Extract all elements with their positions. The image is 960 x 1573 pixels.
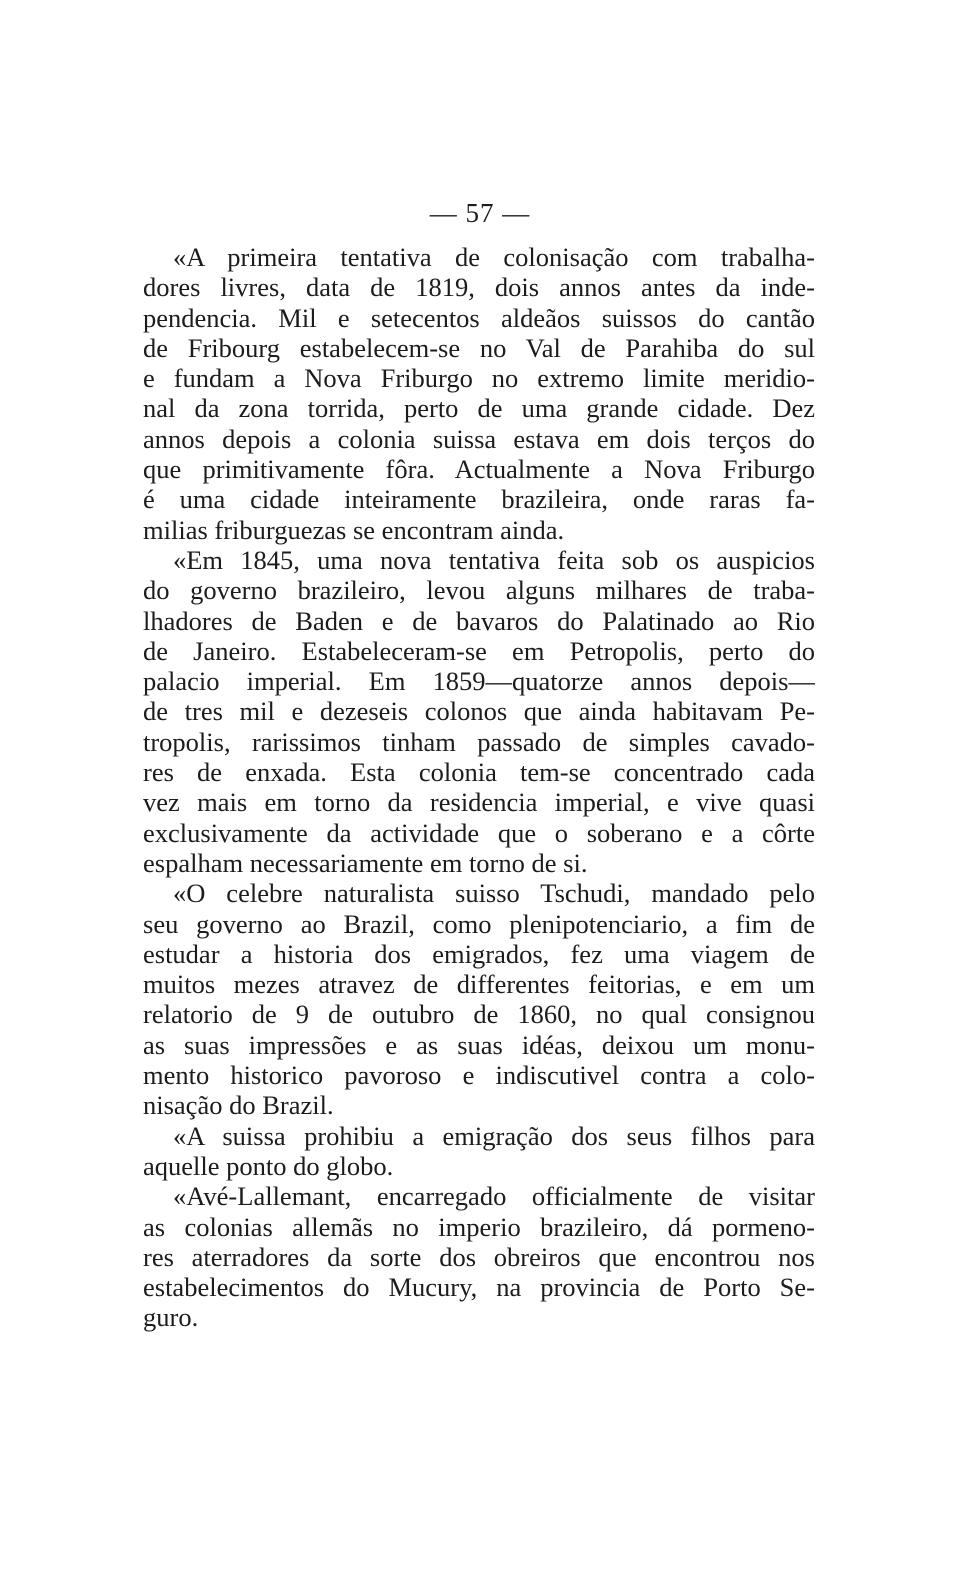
text-line: de tres mil e dezeseis colonos que ainda habitavam Pe- — [143, 696, 815, 727]
text-line: tropolis, rarissimos tinham passado de simples cavado- — [143, 726, 815, 757]
text-line: aquelle ponto do globo. — [143, 1150, 394, 1181]
text-line: as suas impressões e as suas idéas, deixou um monu- — [143, 1029, 815, 1060]
page-number: — 57 — — [429, 198, 531, 228]
text-line: vez mais em torno da residencia imperial, e vive quasi — [143, 787, 815, 818]
text-line: que primitivamente fôra. Actualmente a Nova Friburgo — [143, 454, 815, 485]
text-line: estudar a historia dos emigrados, fez uma viagem de — [143, 938, 815, 969]
text-line: relatorio de 9 de outubro de 1860, no qual consignou — [143, 999, 815, 1030]
text-line: estabelecimentos do Mucury, na provincia de Porto Se- — [143, 1272, 815, 1303]
text-line: «Em 1845, uma nova tentativa feita sob os auspicios — [173, 544, 815, 575]
text-line: guro. — [143, 1302, 199, 1333]
text-line: «O celebre naturalista suisso Tschudi, mandado pelo — [173, 878, 815, 909]
text-line: «A suissa prohibiu a emigração dos seus filhos para — [173, 1120, 815, 1151]
text-line: muitos mezes atravez de differentes feitorias, e em um — [143, 969, 815, 1000]
text-line: palacio imperial. Em 1859—quatorze annos depois— — [143, 666, 815, 697]
text-line: do governo brazileiro, levou alguns milhares de traba- — [143, 575, 815, 606]
body-text — [143, 242, 815, 1333]
text-line: res aterradores da sorte dos obreiros que encontrou nos — [143, 1241, 815, 1272]
text-line: annos depois a colonia suissa estava em dois terços do — [143, 423, 815, 454]
text-line: as colonias allemãs no imperio brazileiro, dá pormeno- — [143, 1211, 815, 1242]
text-line: «Avé-Lallemant, encarregado officialmente de visitar — [173, 1181, 815, 1212]
text-line: espalham necessariamente em torno de si. — [143, 847, 588, 878]
text-line: exclusivamente da actividade que o soberano e a côrte — [143, 817, 815, 848]
text-line: milias friburguezas se encontram ainda. — [143, 514, 565, 545]
text-line: mento historico pavoroso e indiscutivel contra a colo- — [143, 1060, 815, 1091]
text-line: nisação do Brazil. — [143, 1090, 334, 1121]
text-line: e fundam a Nova Friburgo no extremo limite meridio- — [143, 363, 815, 394]
text-line: é uma cidade inteiramente brazileira, onde raras fa- — [143, 484, 815, 515]
text-line: res de enxada. Esta colonia tem-se concentrado cada — [143, 757, 815, 788]
text-line: lhadores de Baden e de bavaros do Palatinado ao Rio — [143, 605, 815, 636]
text-line: de Fribourg estabelecem-se no Val de Parahiba do sul — [143, 332, 815, 363]
text-line: seu governo ao Brazil, como plenipotenciario, a fim de — [143, 908, 815, 939]
text-line: «A primeira tentativa de colonisação com trabalha- — [173, 242, 815, 272]
text-line: nal da zona torrida, perto de uma grande cidade. Dez — [143, 393, 815, 424]
text-line: dores livres, data de 1819, dois annos antes da inde- — [143, 272, 815, 303]
text-line: pendencia. Mil e setecentos aldeãos suissos do cantão — [143, 302, 815, 333]
text-line: de Janeiro. Estabeleceram-se em Petropolis, perto do — [143, 635, 815, 666]
